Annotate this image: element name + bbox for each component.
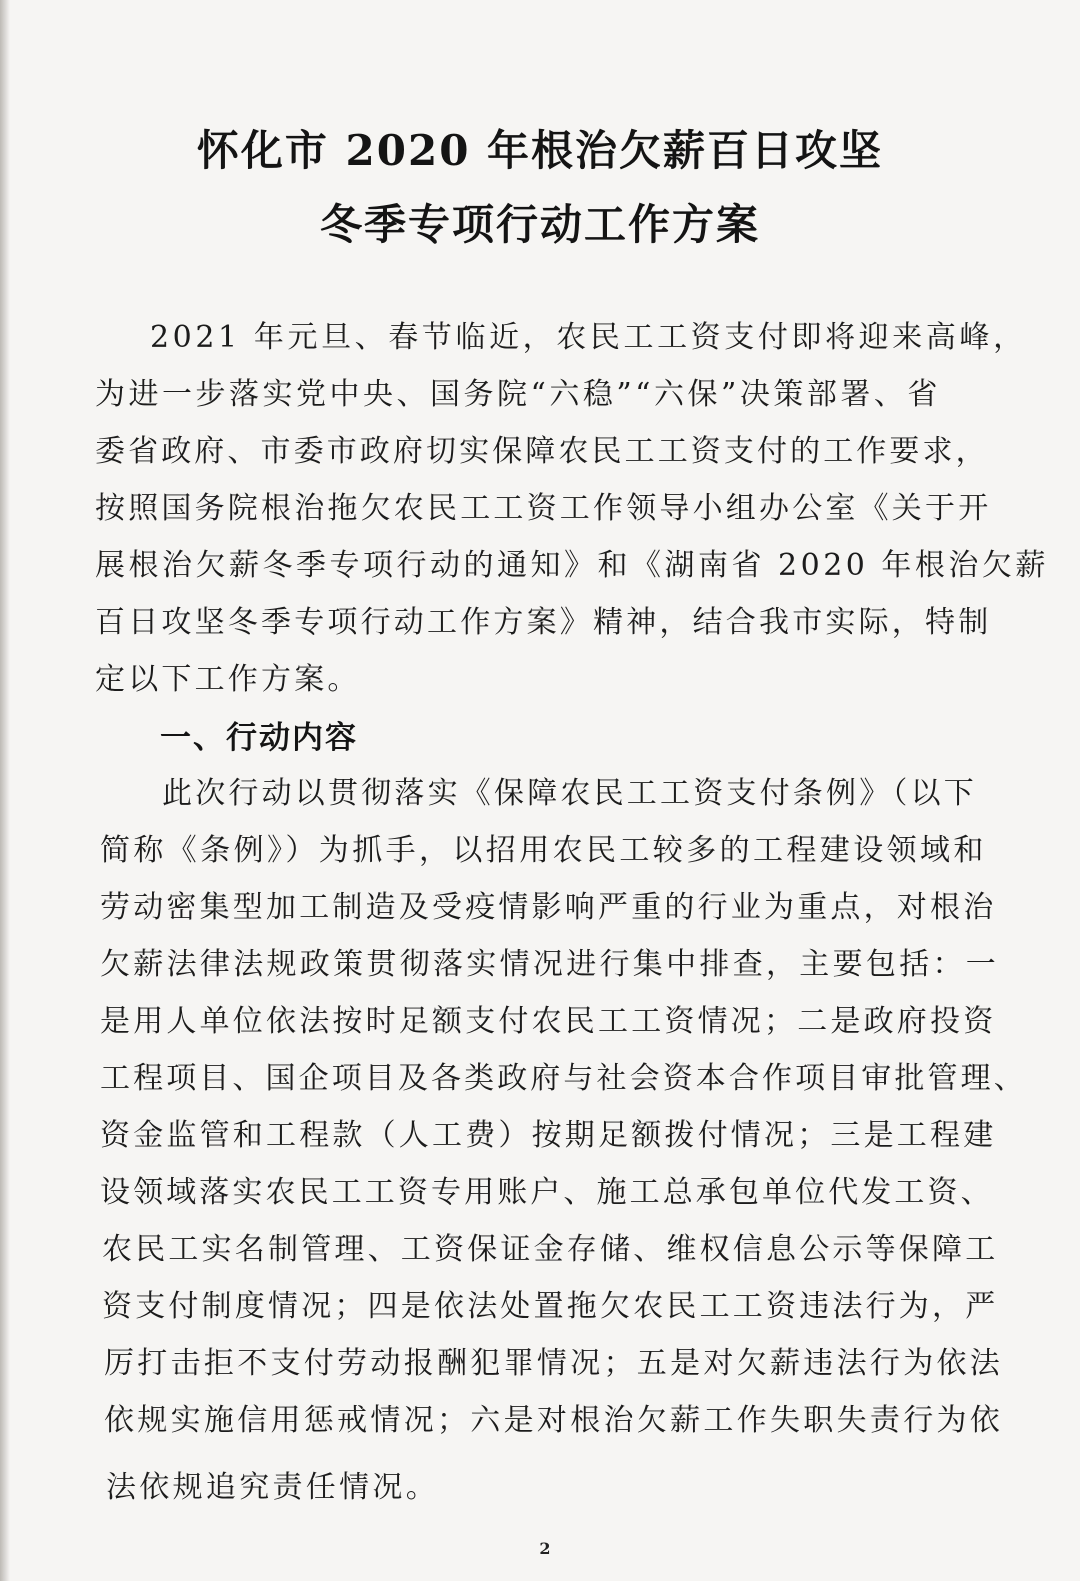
intro-line-7: 定以下工作方案。 <box>95 662 361 697</box>
section-1-line-3: 劳动密集型加工制造及受疫情影响严重的行业为重点，对根治 <box>100 890 997 925</box>
document-title-line-1: 怀化市 2020 年根治欠薪百日攻坚 <box>196 126 884 175</box>
intro-line-2: 为进一步落实党中央、国务院“六稳”“六保”决策部署、省 <box>95 377 941 412</box>
document-title-line-2: 冬季专项行动工作方案 <box>319 200 760 249</box>
page-number: 2 <box>539 1539 551 1558</box>
intro-line-1: 2021 年元旦、春节临近，农民工工资支付即将迎来高峰， <box>150 320 1027 355</box>
section-1-line-2: 简称《条例》）为抓手，以招用农民工较多的工程建设领域和 <box>100 833 987 868</box>
section-1-line-7: 资金监管和工程款（人工费）按期足额拨付情况；三是工程建 <box>100 1118 997 1153</box>
intro-line-4: 按照国务院根治拖欠农民工工资工作领导小组办公室《关于开 <box>95 491 992 526</box>
section-1-line-6: 工程项目、国企项目及各类政府与社会资本合作项目审批管理、 <box>100 1061 1027 1096</box>
section-1-line-1: 此次行动以贯彻落实《保障农民工工资支付条例》（以下 <box>162 776 977 811</box>
section-1-line-11: 厉打击拒不支付劳动报酬犯罪情况；五是对欠薪违法行为依法 <box>104 1346 1004 1381</box>
section-1-line-5: 是用人单位依法按时足额支付农民工工资情况；二是政府投资 <box>100 1004 997 1039</box>
section-1-line-8: 设领域落实农民工工资专用账户、施工总承包单位代发工资、 <box>100 1175 994 1210</box>
section-1-line-4: 欠薪法律法规政策贯彻落实情况进行集中排查，主要包括：一 <box>100 947 1000 982</box>
intro-line-6: 百日攻坚冬季专项行动工作方案》精神，结合我市实际，特制 <box>95 605 992 640</box>
section-1-line-10: 资支付制度情况；四是依法处置拖欠农民工工资违法行为，严 <box>102 1289 999 1324</box>
intro-line-3: 委省政府、市委市政府切实保障农民工工资支付的工作要求， <box>95 434 989 469</box>
section-1-line-12: 依规实施信用惩戒情况；六是对根治欠薪工作失职失责行为依 <box>104 1403 1004 1438</box>
section-1-line-13: 法依规追究责任情况。 <box>106 1470 439 1505</box>
section-1-heading: 一、行动内容 <box>160 720 358 756</box>
section-1-line-9: 农民工实名制管理、工资保证金存储、维权信息公示等保障工 <box>102 1232 999 1267</box>
intro-line-5: 展根治欠薪冬季专项行动的通知》和《湖南省 2020 年根治欠薪 <box>95 548 1049 583</box>
